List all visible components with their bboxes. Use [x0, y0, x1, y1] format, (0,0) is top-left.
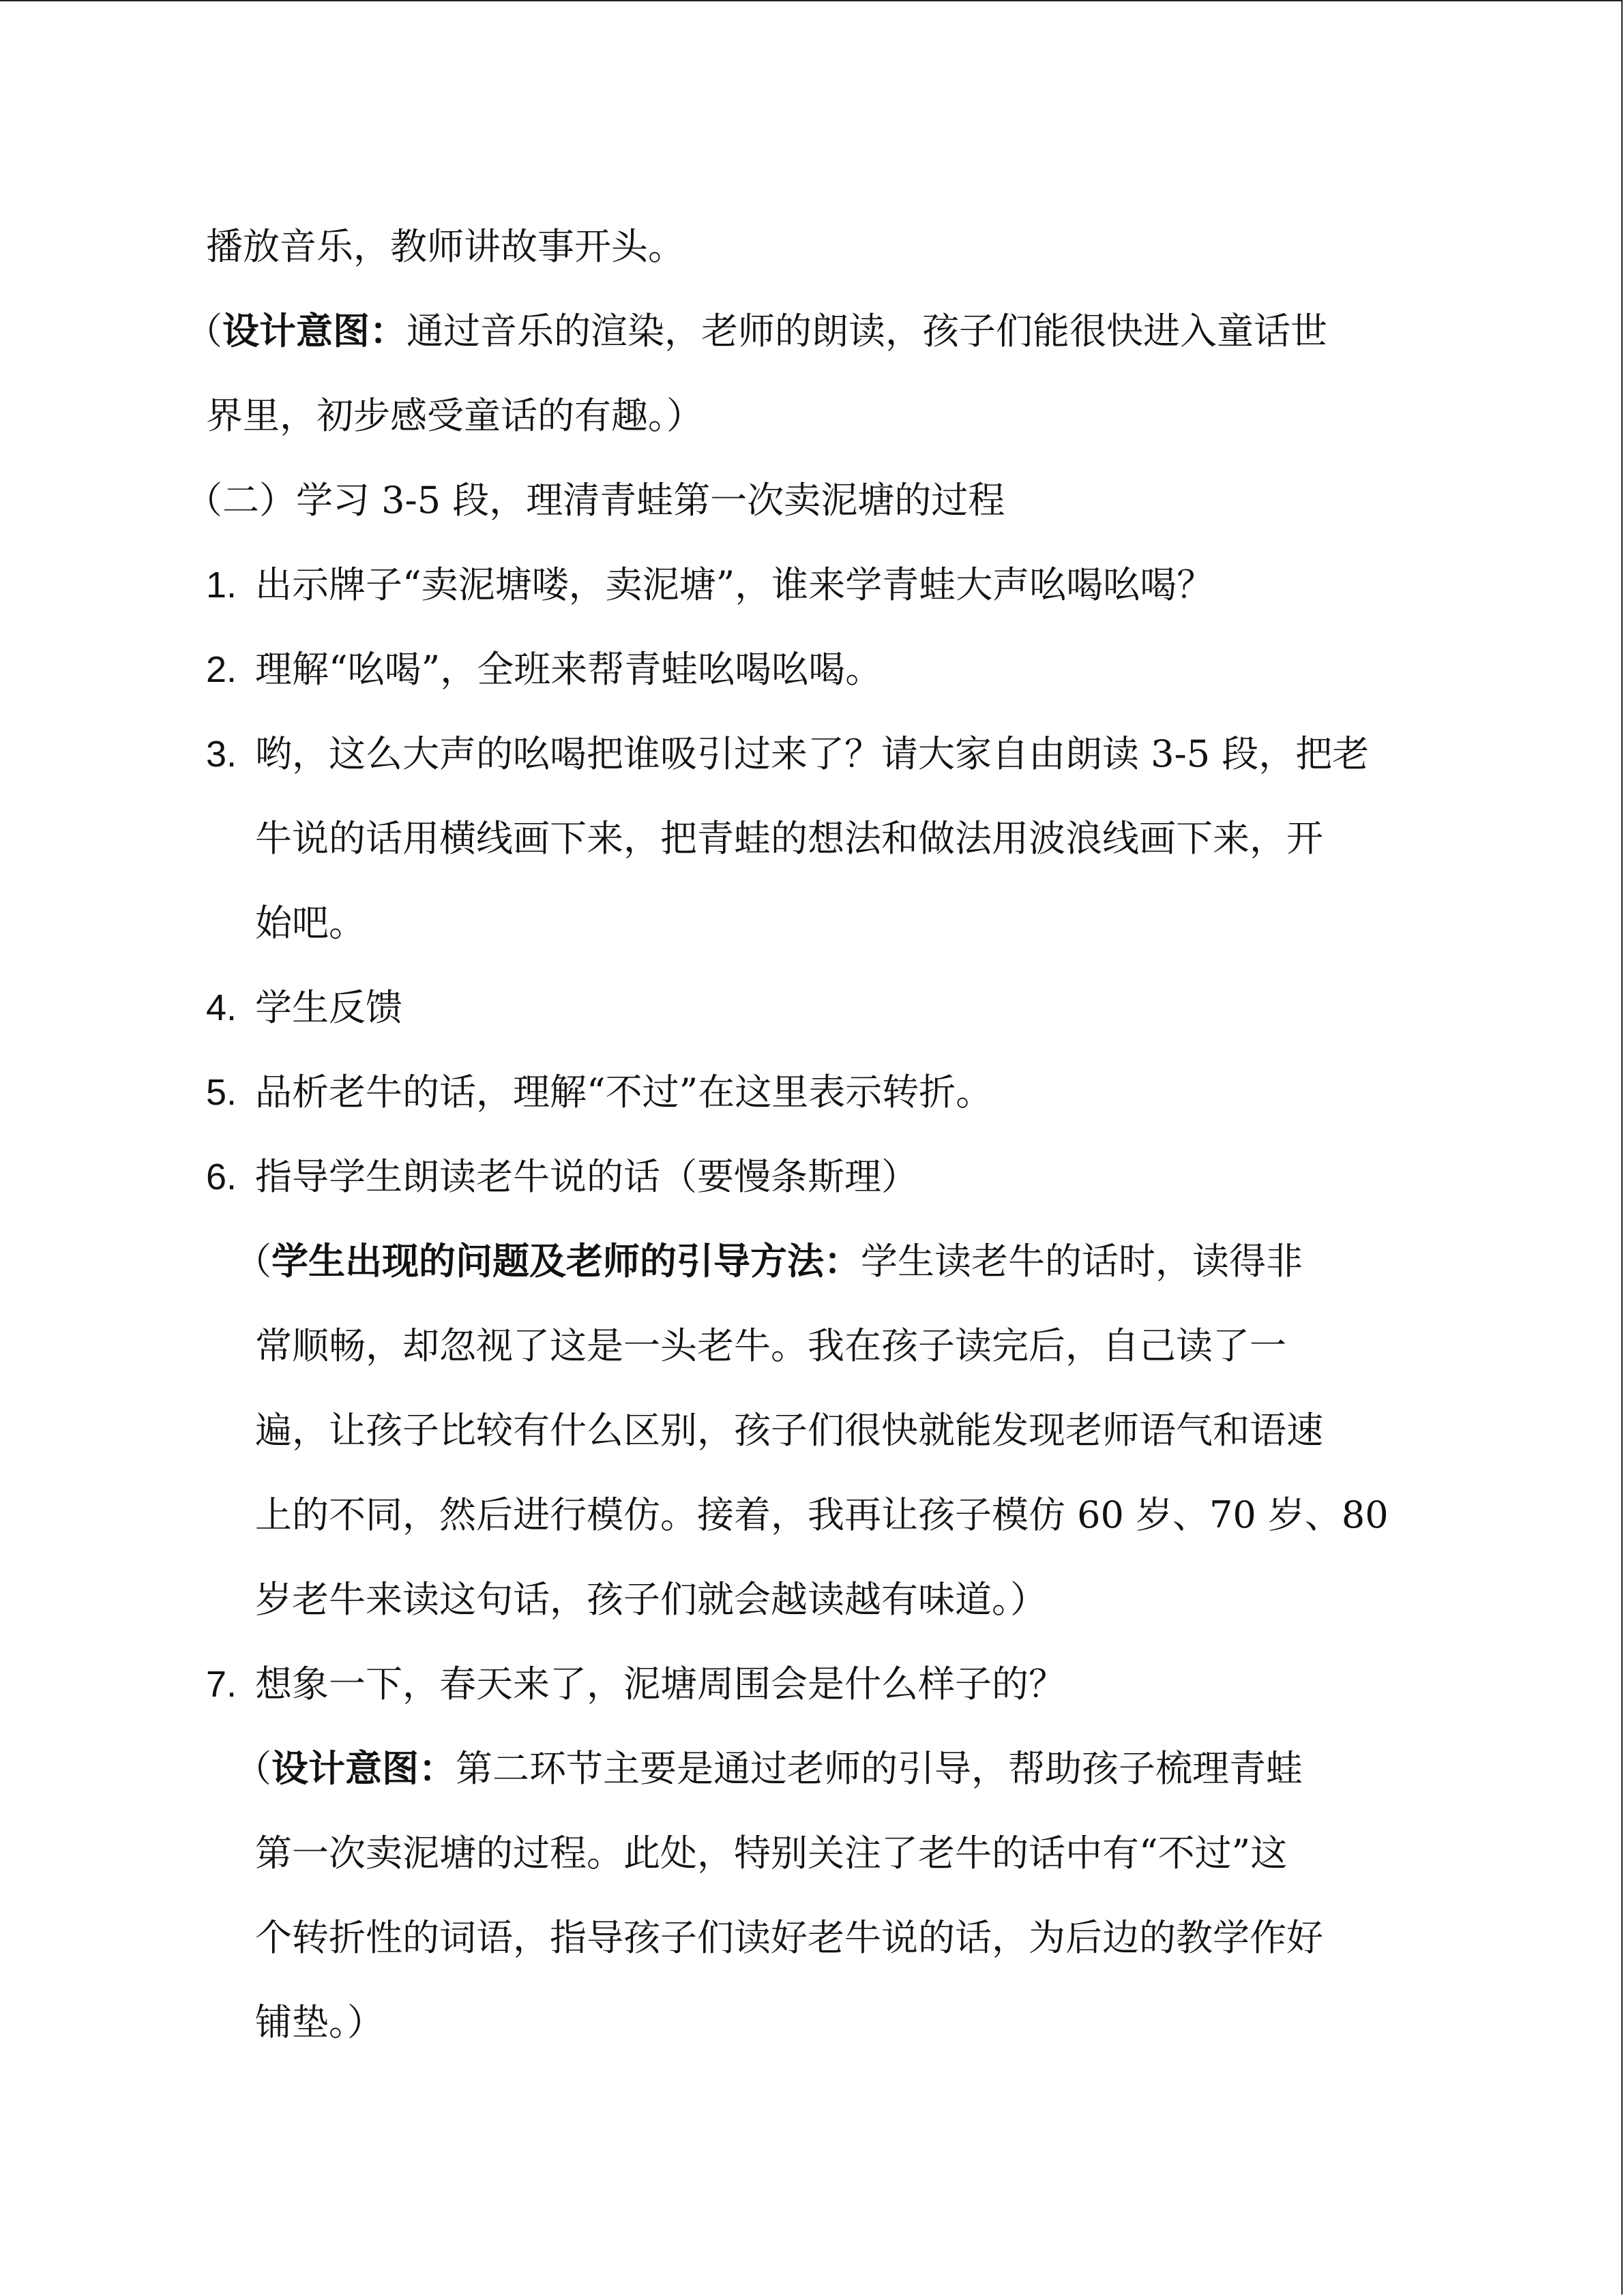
step-text: 学生反馈 [255, 986, 402, 1029]
design-note-2-label: 设计意图： [271, 1747, 456, 1790]
section-heading [186, 458, 1488, 543]
open-paren: （ [186, 310, 222, 353]
step-text: 指导学生朗读老牛说的话（要慢条斯理） [255, 1155, 918, 1198]
teacher-note-line-2: 常顺畅，却忽视了这是一头老牛。我在孩子读完后，自己读了一 [255, 1324, 1286, 1367]
teacher-note-label: 学生出现的问题及老师的引导方法： [271, 1240, 861, 1283]
intro-text: 播放音乐，教师讲故事开头。 [206, 225, 685, 268]
design-note-1-label: 设计意图： [222, 310, 407, 353]
design-note-2-line-4: 铺垫。） [255, 2001, 384, 2044]
step-number: 7. [206, 1664, 237, 1705]
design-note-2-line-3: 个转折性的词语，指导孩子们读好老牛说的话，为后边的教学作好 [255, 1916, 1323, 1959]
open-paren: （ [235, 1747, 271, 1790]
teacher-note-text-1: 学生读老牛的话时，读得非 [861, 1240, 1303, 1283]
step-item-7 [206, 1642, 1488, 1727]
step-item-5 [206, 1050, 1488, 1135]
open-paren: （ [235, 1240, 271, 1283]
teacher-guidance-note [206, 1219, 1488, 1642]
step-text: 哟，这么大声的吆喝把谁吸引过来了？请大家自由朗读 3-5 段，把老 [255, 732, 1370, 775]
step-item-4 [206, 966, 1488, 1050]
step-number: 6. [206, 1157, 237, 1197]
design-note-1 [186, 289, 1488, 458]
step-item-2 [206, 627, 1488, 712]
design-note-2 [206, 1727, 1488, 2065]
step-text: 理解“吆喝”，全班来帮青蛙吆喝吆喝。 [255, 648, 883, 691]
step-text: 出示牌子“卖泥塘喽，卖泥塘”，谁来学青蛙大声吆喝吆喝？ [255, 563, 1214, 606]
teacher-note-line-4: 上的不同，然后进行模仿。接着，我再让孩子模仿 60 岁、70 岁、80 [255, 1493, 1389, 1536]
design-note-2-line-2: 第一次卖泥塘的过程。此处，特别关注了老牛的话中有“不过”这 [255, 1832, 1288, 1875]
intro-paragraph [206, 205, 1488, 289]
step-text: 品析老牛的话，理解“不过”在这里表示转折。 [255, 1071, 993, 1114]
step-item-1 [206, 543, 1488, 627]
step-number: 2. [206, 649, 237, 690]
design-note-1-text-1: 通过音乐的渲染，老师的朗读，孩子们能很快进入童话世 [407, 310, 1327, 353]
design-note-2-line-1 [235, 1727, 1488, 1811]
design-note-2-text-1: 第二环节主要是通过老师的引导，帮助孩子梳理青蛙 [456, 1747, 1303, 1790]
step-text: 想象一下，春天来了，泥塘周围会是什么样子的？ [255, 1663, 1065, 1705]
teacher-note-line-3: 遍，让孩子比较有什么区别，孩子们很快就能发现老师语气和语速 [255, 1409, 1323, 1452]
teacher-note-line-5: 岁老牛来读这句话，孩子们就会越读越有味道。） [255, 1578, 1047, 1621]
teacher-note-line-1 [235, 1219, 1488, 1304]
step-number: 5. [206, 1072, 237, 1113]
step-number: 4. [206, 987, 237, 1028]
step-number: 3. [206, 734, 237, 775]
document-body [186, 205, 1488, 2065]
step-text: 牛说的话用横线画下来，把青蛙的想法和做法用波浪线画下来，开 [255, 817, 1323, 860]
step-number: 1. [206, 565, 237, 606]
design-note-1-line-2: 界里，初步感受童话的有趣。） [206, 394, 703, 437]
design-note-1-line-1 [186, 289, 1488, 374]
step-item-6 [206, 1135, 1488, 1219]
section-heading-text: （二）学习 3-5 段，理清青蛙第一次卖泥塘的过程 [186, 479, 1005, 522]
step-item-3 [206, 712, 1488, 966]
step-text: 始吧。 [255, 901, 366, 944]
